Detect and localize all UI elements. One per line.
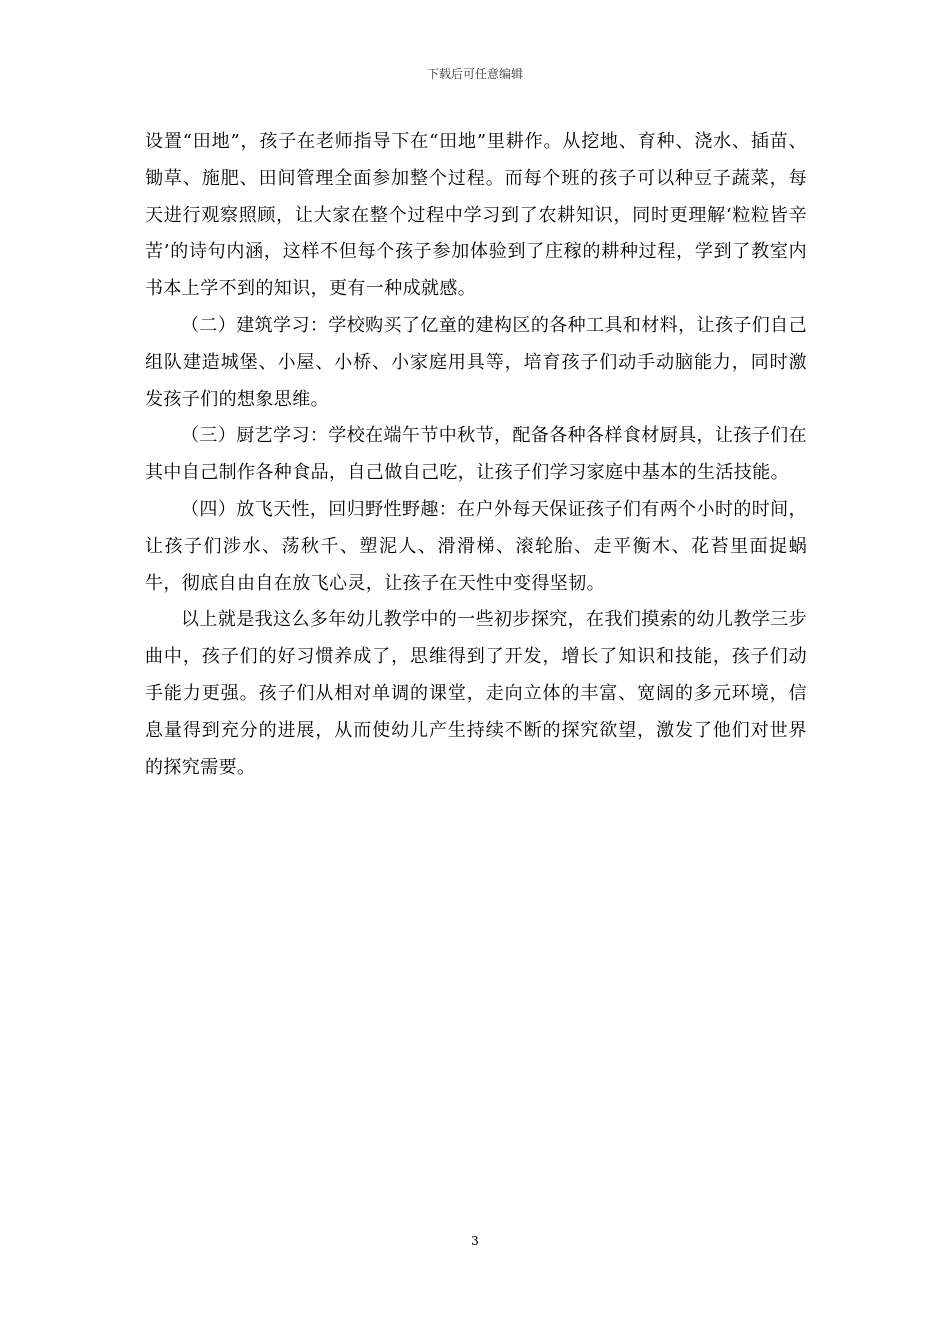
- paragraph-farming-continued: 设置“田地”，孩子在老师指导下在“田地”里耕作。从挖地、育种、浇水、插苗、锄草、施肥、田间管理全面参加整个过程。而每个班的孩子可以种豆子蔬菜，每天进行观察照顾，让大家在整个过程中学习到了农耕知识，同时更理解‘粒粒皆辛苦’的诗句内涵，这样不但每个孩子参加体验到了庄稼的耕种过程，学到了教室内书本上学不到的知识，更有一种成就感。: [145, 131, 807, 300]
- paragraph-outdoor-nature: （四）放飞天性，回归野性野趣：在户外每天保证孩子们有两个小时的时间，让孩子们涉水、荡秋千、塑泥人、滑滑梯、滚轮胎、走平衡木、花苔里面捉蜗牛，彻底自由自在放飞心灵，让孩子在天性中变得坚韧。: [145, 498, 807, 594]
- page-number: 3: [471, 1234, 479, 1248]
- paragraph-cooking-learning: （三）厨艺学习：学校在端午节中秋节，配备各种各样食材厨具，让孩子们在其中自己制作各种食品，自己做自己吃，让孩子们学习家庭中基本的生活技能。: [145, 425, 807, 484]
- page-header: 下载后可任意编辑: [426, 67, 523, 81]
- paragraph-building-learning: （二）建筑学习：学校购买了亿童的建构区的各种工具和材料，让孩子们自己组队建造城堡、小屋、小桥、小家庭用具等，培育孩子们动手动脑能力，同时激发孩子们的想象思维。: [145, 314, 807, 410]
- paragraph-conclusion: 以上就是我这么多年幼儿教学中的一些初步探究，在我们摸索的幼儿教学三步曲中，孩子们的好习惯养成了，思维得到了开发，增长了知识和技能，孩子们动手能力更强。孩子们从相对单调的课堂，走向立体的丰富、宽阔的多元环境，信息量得到充分的进展，从而使幼儿产生持续不断的探究欲望，激发了他们对世界的探究需要。: [145, 609, 807, 778]
- document-body: [145, 124, 807, 786]
